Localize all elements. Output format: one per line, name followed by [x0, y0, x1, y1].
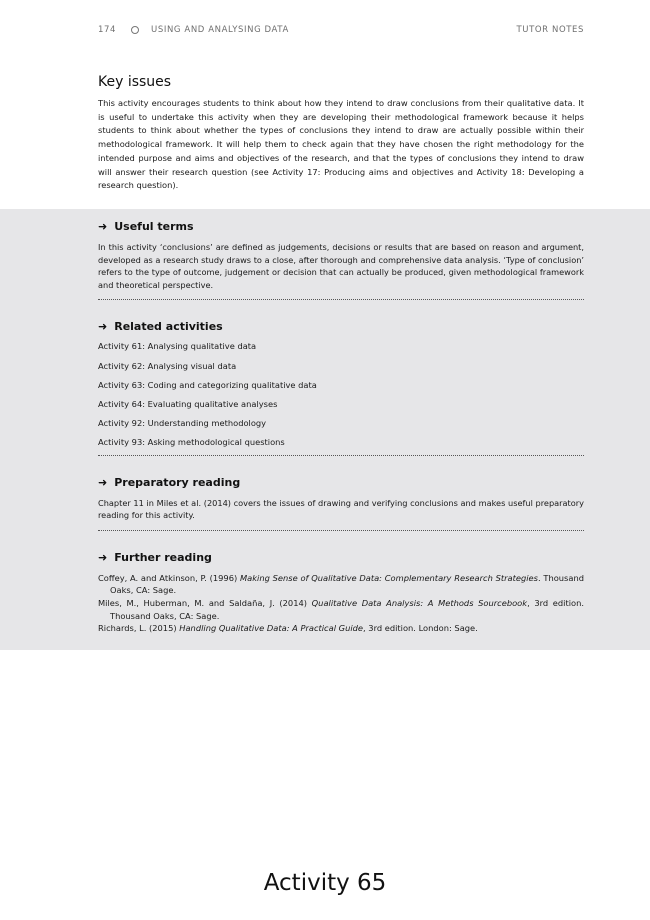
dotted-divider: [98, 299, 584, 300]
useful-terms-heading: [98, 220, 584, 233]
useful-terms-section: [98, 220, 584, 291]
further-reading-heading: [98, 551, 584, 564]
reference-item: Miles, M., Huberman, M. and Saldaña, J. (2014) Qualitative Data Analysis: A Methods Sourcebook, 3rd edition. Thousand Oaks, CA: Sage.: [98, 597, 584, 621]
related-activities-heading: [98, 320, 584, 333]
notes-panel: [0, 209, 650, 650]
key-issues-section: [98, 74, 584, 193]
further-reading-section: [98, 551, 584, 635]
activity-footer-title: Activity 65: [263, 870, 387, 896]
dotted-divider: [98, 530, 584, 531]
preparatory-reading-heading: [98, 476, 584, 489]
list-item: Activity 92: Understanding methodology: [98, 418, 267, 429]
list-item: Activity 61: Analysing qualitative data: [98, 341, 257, 352]
arrow-right-icon: ➜: [98, 320, 108, 334]
reference-item: Coffey, A. and Atkinson, P. (1996) Making Sense of Qualitative Data: Complementary Research Strategies. Thousand Oaks, CA: Sage.: [98, 572, 584, 596]
key-issues-heading: Key issues: [98, 74, 172, 90]
useful-terms-title: Useful terms: [114, 220, 194, 233]
arrow-right-icon: ➜: [98, 220, 108, 233]
preparatory-reading-title: Preparatory reading: [114, 475, 241, 489]
circle-bullet-icon: [131, 26, 139, 34]
list-item: Activity 62: Analysing visual data: [98, 360, 237, 371]
related-activities-list: [98, 337, 584, 452]
related-activities-title: Related activities: [114, 320, 223, 334]
further-reading-title: Further reading: [114, 550, 212, 564]
list-item: Activity 64: Evaluating qualitative analyses: [98, 398, 278, 409]
arrow-right-icon: ➜: [98, 475, 108, 489]
page-number: 174: [98, 25, 117, 35]
dotted-divider: [98, 455, 584, 456]
key-issues-body: This activity encourages students to think about how they intend to draw conclusions from their qualitative data. It is useful to undertake this activity when they are developing their methodological framework because it helps students to think about whether the types of conclusions they intend to draw are actually possible within their methodological framework. It will help them to check again that they have chosen the right methodology for the intended purpose and aims and objectives of the research, and that the types of conclusions they intend to draw will answer their research question (see Activity 17: Producing aims and objectives and Activity 18: Developing a research question).: [98, 98, 584, 191]
reference-list: [98, 572, 584, 635]
section-title: USING AND ANALYSING DATA: [151, 25, 289, 35]
useful-terms-body: In this activity ‘conclusions’ are defined as judgements, decisions or results that are based on reason and argument, developed as a research study draws to a close, after thorough and comprehensive data analysis. ‘Type of conclusion’ refers to the type of outcome, judgement or decision that can actually be produced, given methodological framework and theoretical perspective.: [98, 242, 584, 290]
arrow-right-icon: ➜: [98, 550, 108, 564]
related-activities-section: [98, 320, 584, 452]
list-item: Activity 93: Asking methodological questions: [98, 437, 285, 448]
list-item: Activity 63: Coding and categorizing qualitative data: [98, 379, 317, 390]
running-header: [98, 25, 584, 35]
preparatory-reading-section: [98, 476, 584, 522]
tutor-notes-label: TUTOR NOTES: [516, 25, 584, 35]
preparatory-reading-body: Chapter 11 in Miles et al. (2014) covers the issues of drawing and verifying conclusions and makes useful preparatory reading for this activity.: [98, 497, 584, 521]
reference-item: Richards, L. (2015) Handling Qualitative Data: A Practical Guide, 3rd edition. London: Sage.: [98, 623, 478, 634]
